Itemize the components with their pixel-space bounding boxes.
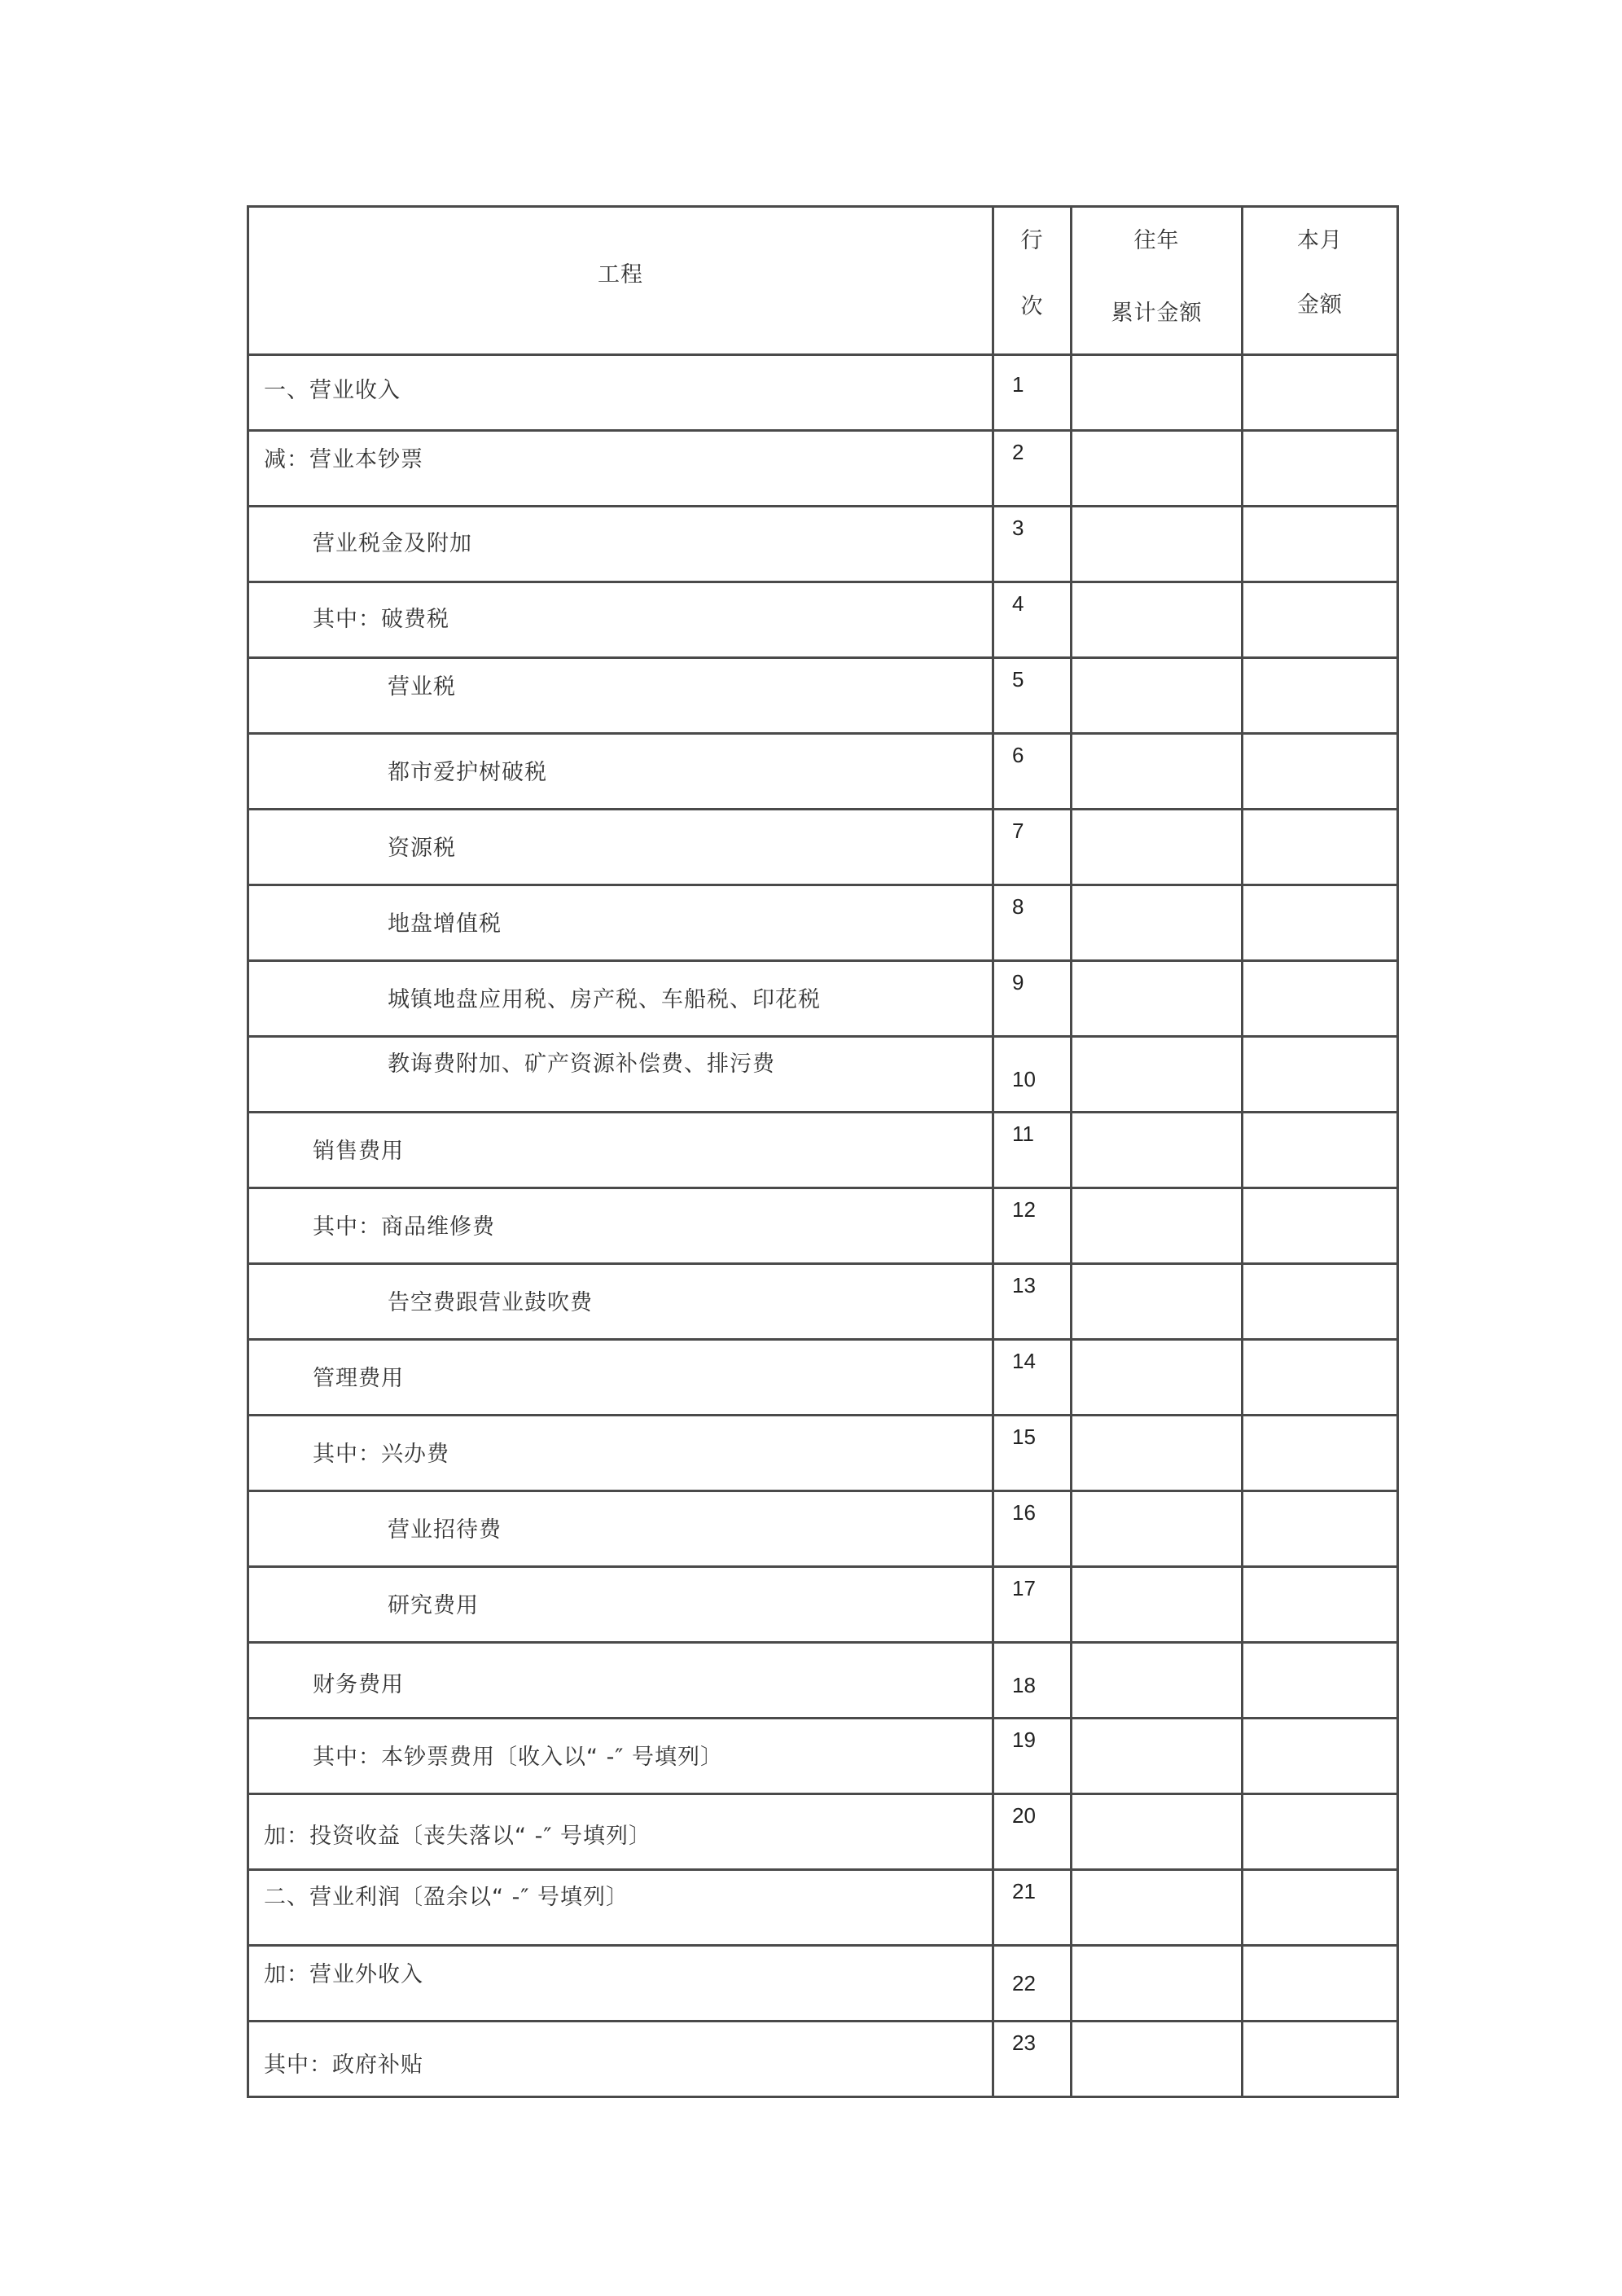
prior-amount-cell	[1072, 355, 1243, 431]
row-number: 8	[1012, 894, 1024, 919]
prior-amount-cell	[1072, 1567, 1243, 1643]
month-amount-cell	[1243, 1113, 1398, 1188]
table-row	[248, 1491, 1398, 1567]
item-cell	[248, 1188, 993, 1264]
item-label: 减：营业本钞票	[264, 447, 423, 472]
prior-amount-cell	[1072, 1188, 1243, 1264]
row-number: 20	[1012, 1803, 1036, 1828]
item-cell	[248, 582, 993, 658]
table-row	[248, 810, 1398, 885]
month-amount-cell	[1243, 431, 1398, 507]
item-cell	[248, 885, 993, 961]
table-row	[248, 1870, 1398, 1946]
prior-amount-cell	[1072, 658, 1243, 734]
prior-amount-cell	[1072, 1946, 1243, 2022]
item-cell	[248, 1794, 993, 1870]
month-amount-cell	[1243, 1643, 1398, 1719]
month-amount-cell	[1243, 507, 1398, 582]
item-label: 加：投资收益〔丧失落以“ -″ 号填列〕	[264, 1824, 651, 1849]
prior-amount-cell	[1072, 1264, 1243, 1340]
month-amount-cell	[1243, 1870, 1398, 1946]
item-label: 加：营业外收入	[264, 1962, 423, 1987]
prior-amount-cell	[1072, 1037, 1243, 1113]
row-number-cell	[993, 582, 1072, 658]
prior-amount-cell	[1072, 1794, 1243, 1870]
row-number: 11	[1012, 1122, 1034, 1146]
item-cell	[248, 1340, 993, 1416]
row-number: 1	[1012, 372, 1024, 397]
month-amount-cell	[1243, 1416, 1398, 1491]
header-row-no-line2: 次	[1020, 294, 1044, 319]
row-number: 19	[1012, 1727, 1036, 1752]
item-cell	[248, 1264, 993, 1340]
item-cell	[248, 1870, 993, 1946]
item-label: 一、营业收入	[264, 378, 401, 403]
row-number: 5	[1012, 667, 1024, 691]
month-amount-cell	[1243, 885, 1398, 961]
item-cell	[248, 1643, 993, 1719]
item-label: 告空费跟营业鼓吹费	[388, 1290, 593, 1315]
item-cell	[248, 1416, 993, 1491]
row-number-cell	[993, 1264, 1072, 1340]
row-number-cell	[993, 810, 1072, 885]
prior-amount-cell	[1072, 961, 1243, 1037]
header-prior-amount-cell	[1072, 207, 1243, 355]
month-amount-cell	[1243, 1037, 1398, 1113]
item-cell	[248, 734, 993, 810]
table-row	[248, 355, 1398, 431]
prior-amount-cell	[1072, 1870, 1243, 1946]
row-number: 23	[1012, 2030, 1036, 2055]
header-month-line2: 金额	[1297, 292, 1343, 318]
table-row	[248, 1794, 1398, 1870]
month-amount-cell	[1243, 1567, 1398, 1643]
table-row	[248, 1037, 1398, 1113]
table-row	[248, 734, 1398, 810]
row-number: 14	[1012, 1349, 1036, 1373]
table-row	[248, 885, 1398, 961]
item-cell	[248, 1567, 993, 1643]
row-number-cell	[993, 1870, 1072, 1946]
table-row	[248, 1113, 1398, 1188]
item-label: 管理费用	[313, 1366, 404, 1391]
table-row	[248, 1643, 1398, 1719]
prior-amount-cell	[1072, 734, 1243, 810]
row-number-cell	[993, 734, 1072, 810]
row-number-cell	[993, 1794, 1072, 1870]
table-row	[248, 1264, 1398, 1340]
month-amount-cell	[1243, 1491, 1398, 1567]
income-statement-table	[247, 205, 1399, 2098]
table-row	[248, 582, 1398, 658]
item-label: 研究费用	[388, 1593, 479, 1618]
row-number: 6	[1012, 743, 1024, 767]
prior-amount-cell	[1072, 885, 1243, 961]
month-amount-cell	[1243, 734, 1398, 810]
row-number: 4	[1012, 591, 1024, 616]
month-amount-cell	[1243, 355, 1398, 431]
row-number: 15	[1012, 1425, 1036, 1449]
item-cell	[248, 431, 993, 507]
row-number-cell	[993, 2022, 1072, 2097]
item-cell	[248, 2022, 993, 2097]
item-label: 教诲费附加、矿产资源补偿费、排污费	[388, 1051, 775, 1077]
header-prior-line2: 累计金额	[1111, 301, 1203, 326]
table-row	[248, 1946, 1398, 2022]
month-amount-cell	[1243, 582, 1398, 658]
item-label: 营业税	[388, 674, 456, 700]
row-number-cell	[993, 431, 1072, 507]
month-amount-cell	[1243, 1719, 1398, 1794]
table-row	[248, 1719, 1398, 1794]
row-number: 18	[1012, 1673, 1036, 1697]
table-row	[248, 658, 1398, 734]
item-cell	[248, 507, 993, 582]
row-number: 13	[1012, 1273, 1036, 1297]
header-item-label: 工程	[598, 262, 643, 288]
prior-amount-cell	[1072, 1491, 1243, 1567]
row-number-cell	[993, 1416, 1072, 1491]
item-cell	[248, 961, 993, 1037]
item-label: 资源税	[388, 836, 456, 861]
header-month-line1: 本月	[1297, 228, 1343, 253]
table-row	[248, 1340, 1398, 1416]
header-row-no-cell	[993, 207, 1072, 355]
item-cell	[248, 1719, 993, 1794]
row-number-cell	[993, 1643, 1072, 1719]
table-header-row	[248, 207, 1398, 355]
row-number: 17	[1012, 1576, 1036, 1600]
table-row	[248, 507, 1398, 582]
row-number: 21	[1012, 1879, 1036, 1903]
item-label: 其中：兴办费	[313, 1442, 449, 1467]
header-prior-line1: 往年	[1133, 228, 1180, 253]
month-amount-cell	[1243, 1340, 1398, 1416]
prior-amount-cell	[1072, 431, 1243, 507]
month-amount-cell	[1243, 1264, 1398, 1340]
row-number: 7	[1012, 819, 1024, 843]
month-amount-cell	[1243, 1946, 1398, 2022]
row-number-cell	[993, 658, 1072, 734]
row-number-cell	[993, 1037, 1072, 1113]
month-amount-cell	[1243, 658, 1398, 734]
item-label: 其中：政府补贴	[264, 2052, 423, 2078]
table-row	[248, 1188, 1398, 1264]
prior-amount-cell	[1072, 1340, 1243, 1416]
header-month-amount-cell	[1243, 207, 1398, 355]
row-number-cell	[993, 1340, 1072, 1416]
prior-amount-cell	[1072, 507, 1243, 582]
row-number: 12	[1012, 1197, 1036, 1222]
month-amount-cell	[1243, 1794, 1398, 1870]
row-number-cell	[993, 885, 1072, 961]
item-label: 其中：破费税	[313, 607, 449, 632]
table-row	[248, 431, 1398, 507]
month-amount-cell	[1243, 2022, 1398, 2097]
prior-amount-cell	[1072, 582, 1243, 658]
row-number-cell	[993, 1946, 1072, 2022]
row-number: 16	[1012, 1500, 1036, 1525]
table-row	[248, 961, 1398, 1037]
item-cell	[248, 1037, 993, 1113]
prior-amount-cell	[1072, 810, 1243, 885]
table-row	[248, 1567, 1398, 1643]
item-label: 二、营业利润〔盈余以“ -″ 号填列〕	[264, 1885, 629, 1910]
month-amount-cell	[1243, 810, 1398, 885]
row-number: 3	[1012, 516, 1024, 540]
table-row	[248, 1416, 1398, 1491]
prior-amount-cell	[1072, 1416, 1243, 1491]
item-label: 营业招待费	[388, 1517, 502, 1543]
header-row-no-line1: 行	[1020, 228, 1044, 253]
row-number-cell	[993, 961, 1072, 1037]
item-label: 销售费用	[313, 1139, 404, 1164]
item-label: 营业税金及附加	[313, 531, 472, 556]
item-cell	[248, 658, 993, 734]
row-number-cell	[993, 1567, 1072, 1643]
header-item-cell	[248, 207, 993, 355]
item-label: 财务费用	[313, 1672, 404, 1697]
row-number-cell	[993, 507, 1072, 582]
item-cell	[248, 1113, 993, 1188]
row-number-cell	[993, 1719, 1072, 1794]
row-number-cell	[993, 1113, 1072, 1188]
item-label: 其中：商品维修费	[313, 1214, 495, 1240]
item-cell	[248, 810, 993, 885]
item-cell	[248, 1946, 993, 2022]
row-number: 10	[1012, 1067, 1036, 1091]
prior-amount-cell	[1072, 1643, 1243, 1719]
table-row	[248, 2022, 1398, 2097]
item-label: 城镇地盘应用税、房产税、车船税、印花税	[388, 987, 821, 1012]
item-cell	[248, 355, 993, 431]
item-label: 其中：本钞票费用〔收入以“ -″ 号填列〕	[313, 1745, 723, 1770]
row-number-cell	[993, 355, 1072, 431]
month-amount-cell	[1243, 1188, 1398, 1264]
item-label: 都市爱护树破税	[388, 760, 547, 785]
prior-amount-cell	[1072, 1113, 1243, 1188]
prior-amount-cell	[1072, 2022, 1243, 2097]
row-number: 22	[1012, 1971, 1036, 1995]
item-label: 地盘增值税	[388, 911, 502, 937]
item-cell	[248, 1491, 993, 1567]
row-number-cell	[993, 1188, 1072, 1264]
prior-amount-cell	[1072, 1719, 1243, 1794]
row-number: 2	[1012, 440, 1024, 464]
row-number-cell	[993, 1491, 1072, 1567]
month-amount-cell	[1243, 961, 1398, 1037]
row-number: 9	[1012, 970, 1024, 994]
